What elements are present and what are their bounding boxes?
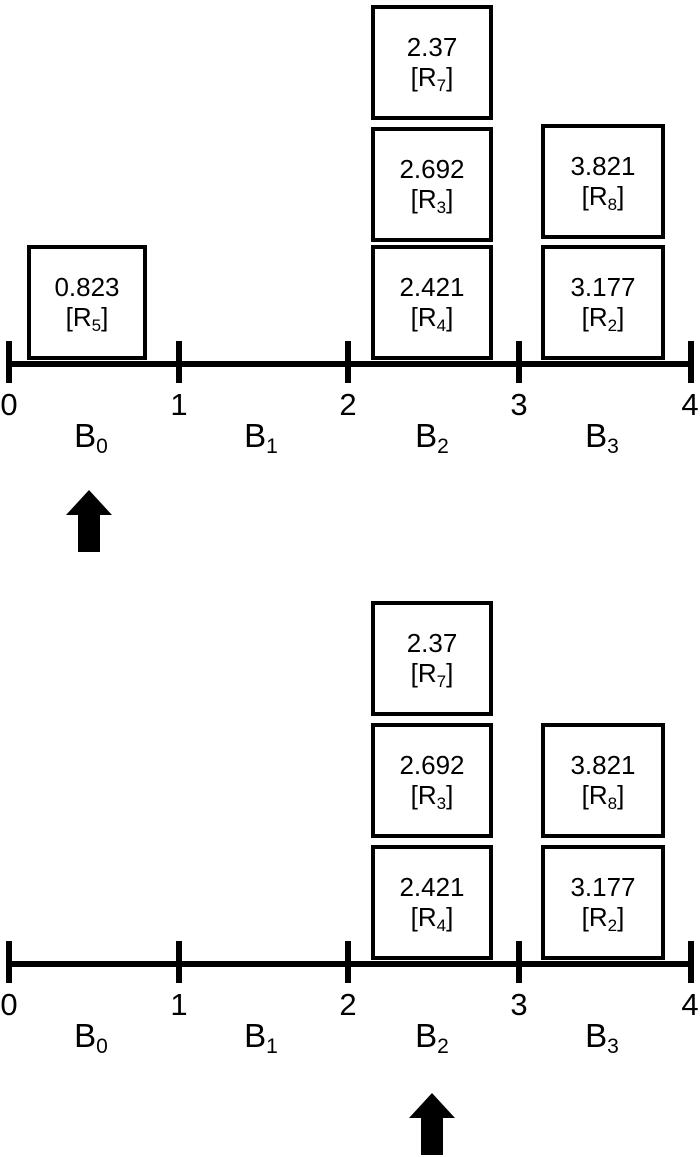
box-label: $[R_4]$ (410, 301, 454, 335)
bin-label-b3: $B_3$ (585, 417, 619, 458)
box-item (371, 5, 493, 120)
axis-tick-label: 3 (510, 987, 528, 1022)
box-label: $[R_3]$ (410, 779, 454, 813)
box-item (371, 245, 493, 360)
box-item (371, 845, 493, 960)
box-label: $[R_7]$ (410, 657, 454, 691)
axis-tick-label: 4 (681, 987, 699, 1022)
panel-bottom (0, 590, 700, 1157)
axis-tick-label: 0 (0, 987, 18, 1022)
axis-tick-label: 2 (339, 987, 357, 1022)
axis-tick-label: 1 (170, 987, 188, 1022)
axis-tick (688, 941, 694, 983)
box-label: $[R_2]$ (581, 901, 625, 935)
box-label: $[R_4]$ (410, 901, 454, 935)
axis-tick (6, 341, 12, 383)
axis-tick-label: 1 (170, 387, 188, 422)
box-label: $[R_5]$ (65, 301, 109, 335)
panel-top (0, 0, 700, 560)
pointer-arrow-icon (409, 1093, 455, 1155)
box-item (541, 723, 665, 838)
box-label: $[R_3]$ (410, 183, 454, 217)
axis-tick (688, 341, 694, 383)
box-value: 2.37 (406, 628, 458, 659)
bin-label-b0: $B_0$ (74, 417, 108, 458)
axis-tick (176, 341, 182, 383)
axis-tick (516, 941, 522, 983)
bin-label-b1: $B_1$ (244, 1017, 278, 1058)
axis-tick (6, 941, 12, 983)
box-item (541, 245, 665, 360)
box-label: $[R_2]$ (581, 301, 625, 335)
axis-tick (345, 941, 351, 983)
box-item (541, 124, 665, 239)
axis-tick-label: 0 (0, 387, 18, 422)
axis-tick (516, 341, 522, 383)
bin-label-b0: $B_0$ (74, 1017, 108, 1058)
box-item (541, 845, 665, 960)
box-label: $[R_8]$ (581, 779, 625, 813)
box-item (27, 245, 147, 360)
axis-tick (345, 341, 351, 383)
box-value: 3.821 (570, 750, 636, 781)
pointer-arrow-icon (66, 490, 112, 552)
axis-tick (176, 941, 182, 983)
box-value: 2.37 (406, 32, 458, 63)
box-value: 3.177 (570, 272, 636, 303)
bin-label-b2: $B_2$ (415, 1017, 449, 1058)
box-value: 2.692 (399, 750, 465, 781)
box-value: 2.692 (399, 154, 465, 185)
box-item (371, 601, 493, 716)
bin-label-b1: $B_1$ (244, 417, 278, 458)
bin-label-b3: $B_3$ (585, 1017, 619, 1058)
box-label: $[R_8]$ (581, 180, 625, 214)
box-value: 3.177 (570, 872, 636, 903)
box-item (371, 127, 493, 242)
bin-label-b2: $B_2$ (415, 417, 449, 458)
axis-tick-label: 4 (681, 387, 699, 422)
box-item (371, 723, 493, 838)
box-value: 0.823 (54, 272, 120, 303)
box-value: 2.421 (399, 872, 465, 903)
box-label: $[R_7]$ (410, 61, 454, 95)
box-value: 2.421 (399, 272, 465, 303)
axis-tick-label: 2 (339, 387, 357, 422)
axis-tick-label: 3 (510, 387, 528, 422)
box-value: 3.821 (570, 151, 636, 182)
